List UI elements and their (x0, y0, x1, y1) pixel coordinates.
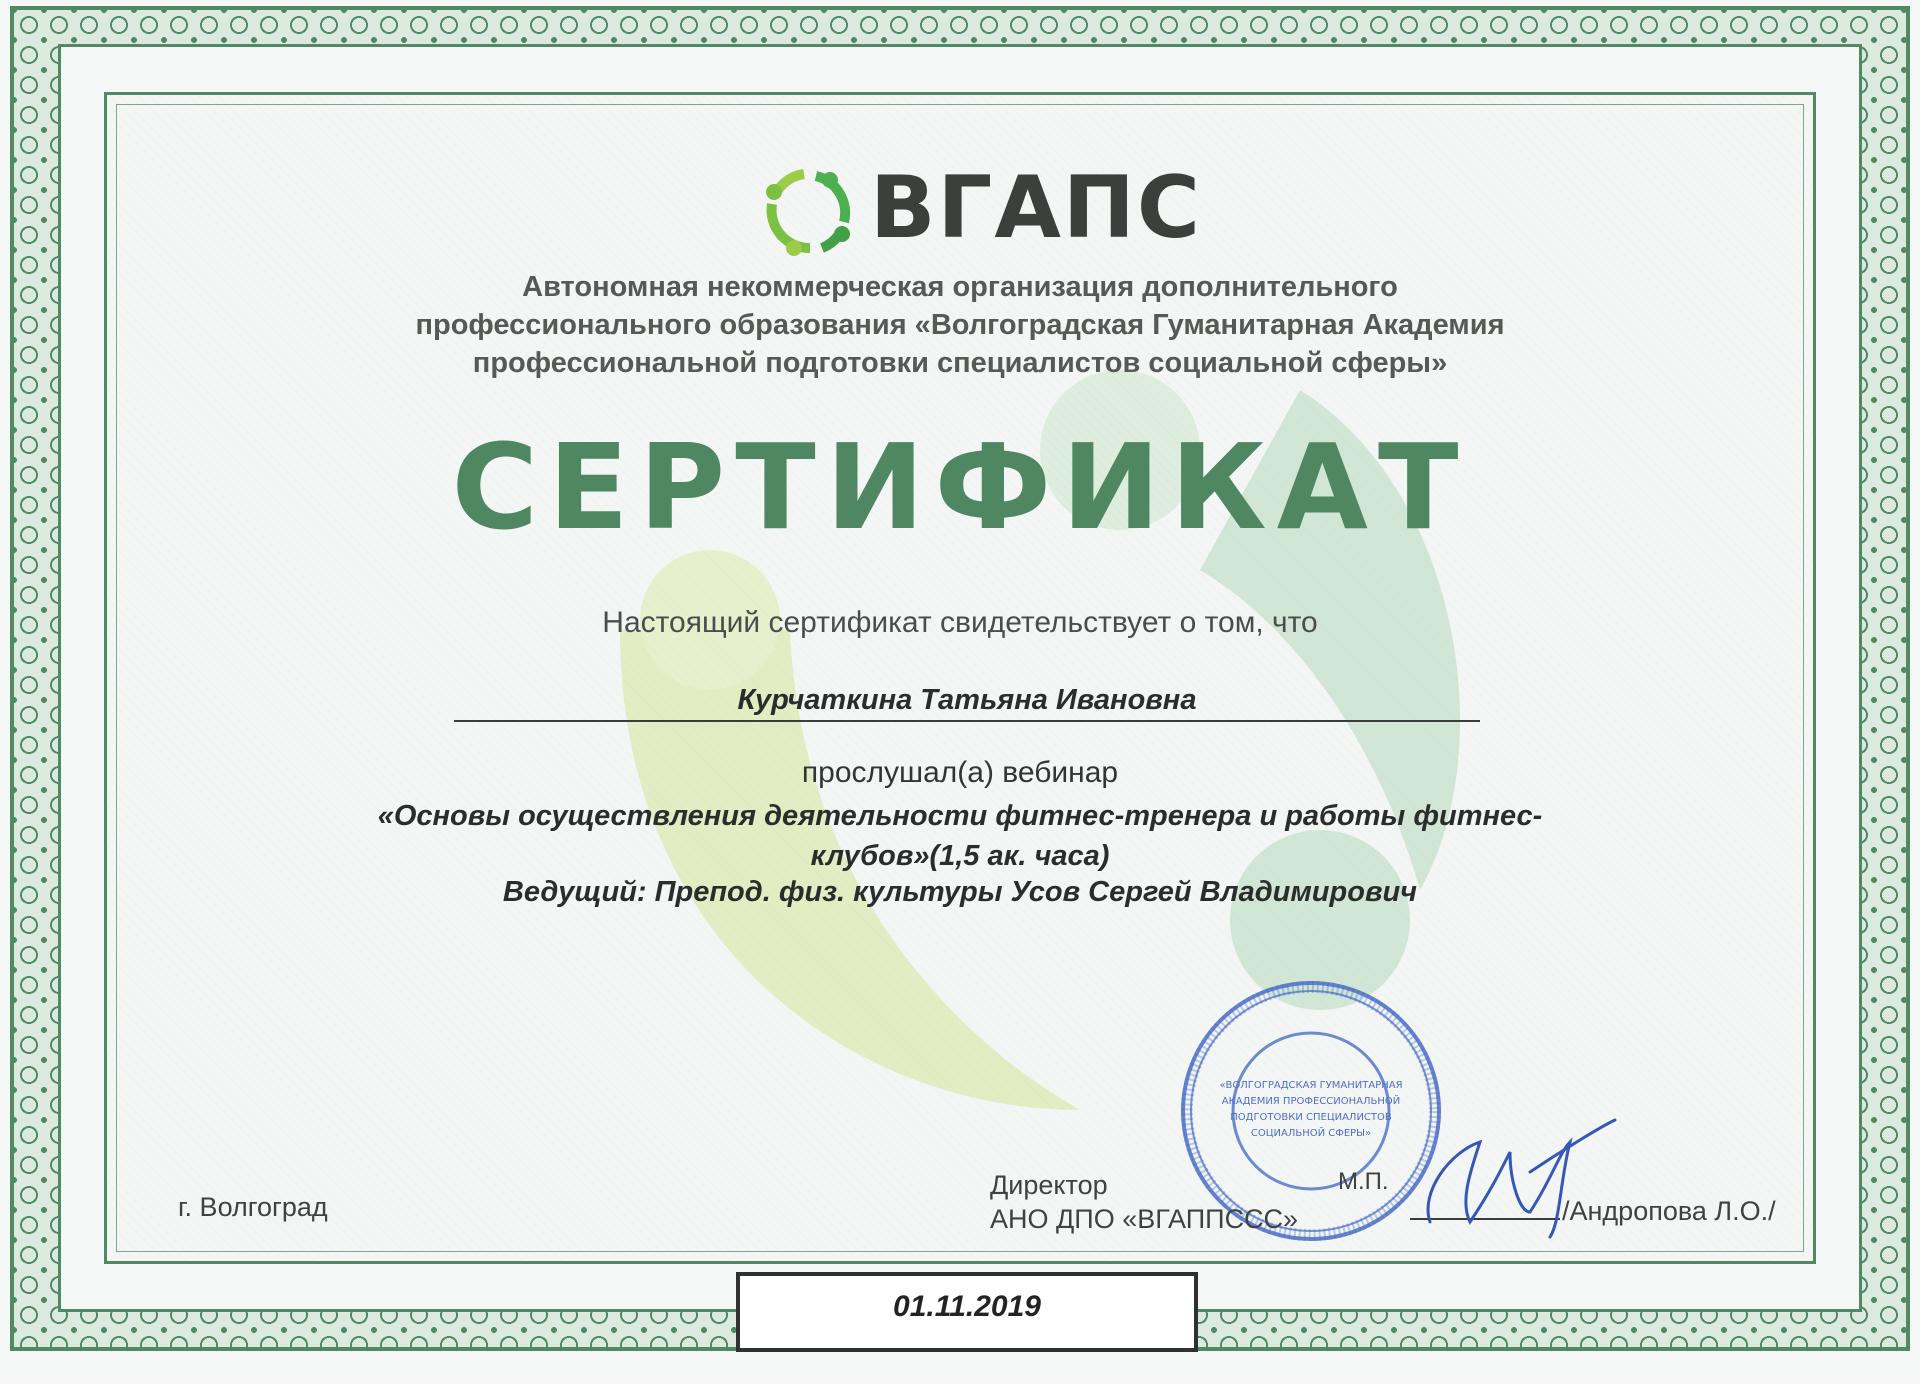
recipient-name: Курчаткина Татьяна Ивановна (737, 684, 1197, 716)
certificate-intro: Настоящий сертификат свидетельствует о том, что (602, 606, 1318, 639)
action-text: прослушал(а) вебинар (801, 756, 1119, 789)
seal-text-line: ПОДГОТОВКИ СПЕЦИАЛИСТОВ (1230, 1112, 1392, 1123)
webinar-host: Ведущий: Препод. физ. культуры Усов Сергей Владимирович (502, 876, 1418, 908)
logo-name: ВГАПС (870, 158, 1202, 258)
seal-text-line: АКАДЕМИЯ ПРОФЕССИОНАЛЬНОЙ (1221, 1096, 1401, 1107)
director-line: Директор (990, 1170, 1108, 1200)
topic-line: клубов»(1,5 ак. часа) (810, 840, 1110, 872)
seal-text-line: «ВОЛГОГРАДСКАЯ ГУМАНИТАРНАЯ (1219, 1080, 1403, 1091)
signatory-name: /Андропова Л.О./ (1562, 1196, 1776, 1226)
organization-line: профессионального образования «Волгоградская Гуманитарная Академия (415, 309, 1505, 341)
organization-name (260, 268, 1660, 382)
stamp-label: М.П. (1338, 1168, 1389, 1195)
certificate-title: СЕРТИФИКАТ (451, 418, 1469, 556)
issue-date: 01.11.2019 (893, 1290, 1041, 1323)
webinar-topic (310, 796, 1610, 876)
city-label: г. Волгоград (178, 1192, 328, 1222)
organization-line: профессиональной подготовки специалистов социальной сферы» (472, 347, 1448, 379)
organization-line: Автономная некоммерческая организация дополнительного (522, 271, 1398, 303)
director-title (990, 1168, 1298, 1236)
seal-text-line: СОЦИАЛЬНОЙ СФЕРЫ» (1250, 1128, 1372, 1139)
topic-line: «Основы осуществления деятельности фитнес-тренера и работы фитнес- (377, 800, 1543, 832)
recipient-underline (454, 720, 1480, 722)
director-line: АНО ДПО «ВГАППССС» (990, 1204, 1299, 1234)
